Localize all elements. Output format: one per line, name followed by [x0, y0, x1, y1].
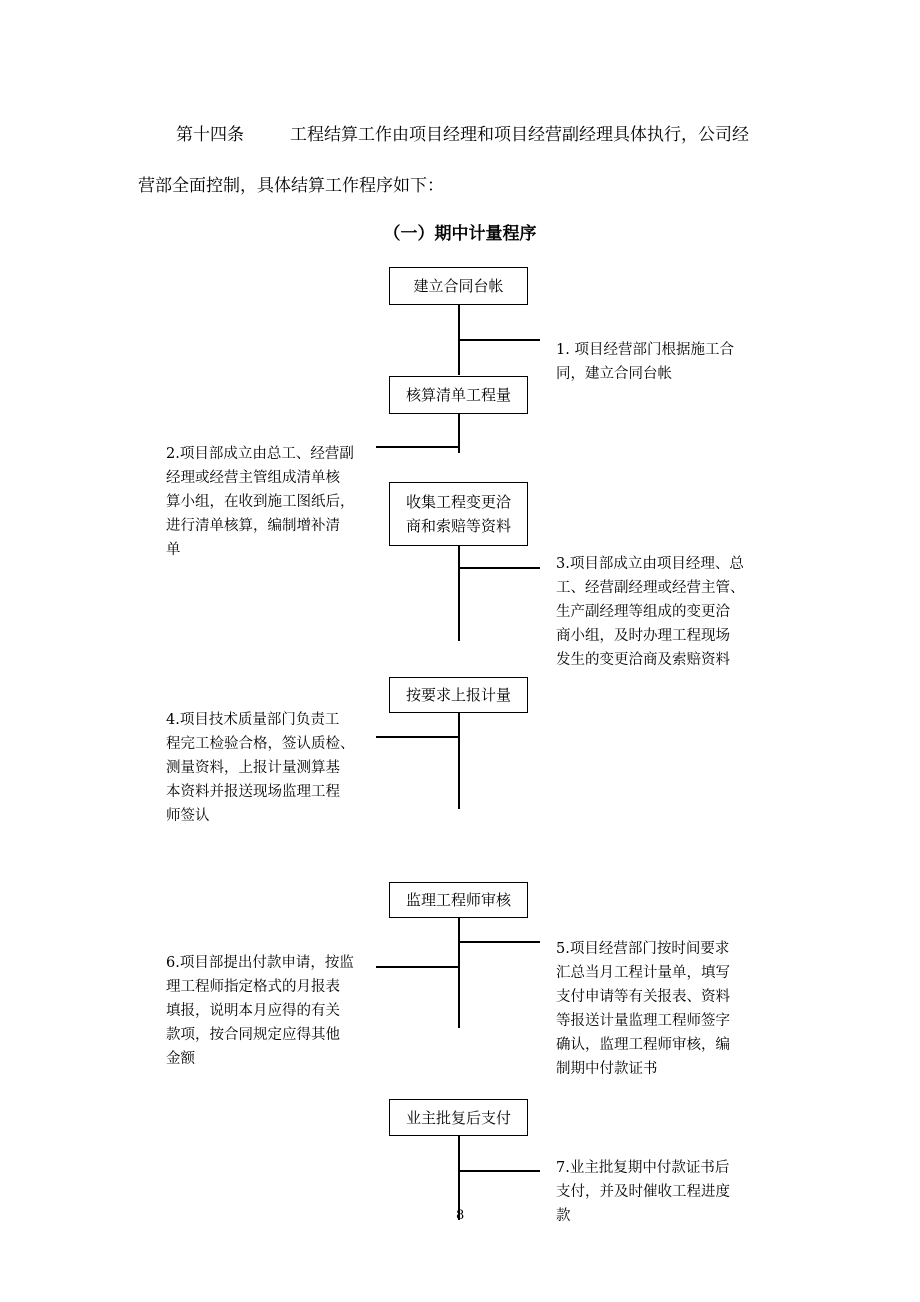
branch-line: [376, 966, 459, 968]
step-1-box: 建立合同台帐: [389, 267, 528, 305]
step-3-box: 收集工程变更洽 商和索赔等资料: [389, 482, 528, 546]
step-6-box: 业主批复后支付: [389, 1099, 528, 1136]
note-1: 1. 项目经营部门根据施工合 同，建立合同台帐: [556, 342, 734, 382]
connector: [458, 918, 460, 1028]
intro-line-1: 工程结算工作由项目经理和项目经营副经理具体执行，公司经: [290, 125, 749, 145]
intro-line-2: 营部全面控制，具体结算工作程序如下：: [138, 176, 444, 196]
step-4-box: 按要求上报计量: [389, 677, 528, 713]
connector: [458, 711, 460, 809]
article-number: 第十四条: [176, 125, 244, 145]
note-5: 5.项目经营部门按时间要求 汇总当月工程计量单，填写 支付申请等有关报表、资料 等报送计量监理工程师签字 确认，监理工程师审核，编 制期中付款证书: [556, 941, 730, 1077]
branch-line: [458, 941, 540, 943]
note-2: 2.项目部成立由总工、经营副 经理或经营主管组成清单核 算小组，在收到施工图纸后， 进行清单核算，编制增补清 单: [166, 446, 355, 558]
section-title: （一）期中计量程序: [383, 224, 537, 244]
branch-line: [458, 339, 540, 341]
note-4: 4.项目技术质量部门负责工 程完工检验合格，签认质检、 测量资料，上报计量测算基 本资料并报送现场监理工程 师签认: [166, 712, 355, 824]
branch-line: [458, 567, 540, 569]
page-number: 8: [456, 1208, 465, 1223]
connector: [458, 546, 460, 641]
branch-line: [458, 1170, 540, 1172]
note-6: 6.项目部提出付款申请，按监 理工程师指定格式的月报表 填报，说明本月应得的有关 款项，按合同规定应得其他 金额: [166, 955, 354, 1067]
note-7: 7.业主批复期中付款证书后 支付，并及时催收工程进度 款: [556, 1160, 730, 1224]
note-3: 3.项目部成立由项目经理、总 工、经营副经理或经营主管、 生产副经理等组成的变更洽 商小组，及时办理工程现场 发生的变更洽商及索赔资料: [556, 556, 745, 668]
step-2-box: 核算清单工程量: [389, 376, 528, 414]
branch-line: [376, 736, 459, 738]
step-5-box: 监理工程师审核: [389, 882, 528, 918]
branch-line: [376, 446, 459, 448]
